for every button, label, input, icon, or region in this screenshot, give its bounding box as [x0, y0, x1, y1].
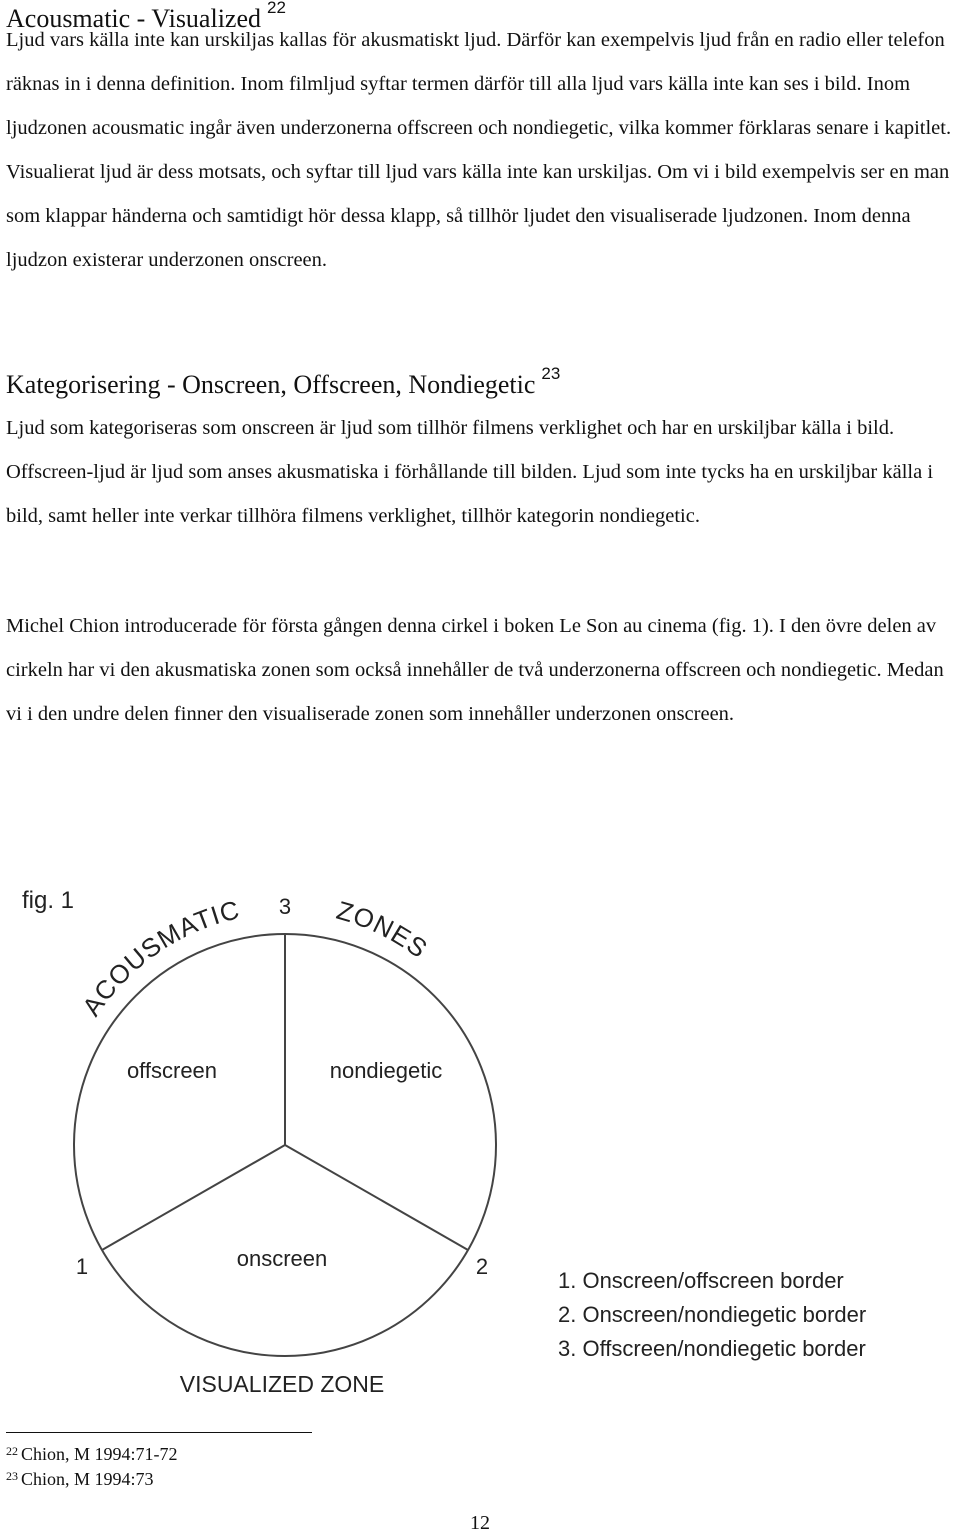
footnote-number: 23 — [6, 1469, 18, 1483]
footnote-item — [6, 1442, 178, 1467]
footnote-separator — [6, 1432, 312, 1433]
border-number-1: 1 — [75, 1254, 89, 1279]
arc-label-zones: ZONES — [333, 894, 434, 965]
paragraph-kategorisering: Ljud som kategoriseras som onscreen är ljud som tillhör filmens verklighet och har en urskiljbar källa i bild. Offscreen-ljud är ljud som anses akusmatiska i förhållande till bilden. Ljud som inte tycks ha en urskiljbar källa i bild, samt heller inte verkar tillhöra filmens verklighet, tillhör kategorin nondiegetic. — [6, 417, 934, 527]
page-number: 12 — [470, 1512, 490, 1534]
figure-sound-zones — [0, 860, 960, 1420]
heading-text: Acousmatic - Visualized — [6, 4, 261, 33]
border-line-onscreen-nondiegetic — [285, 1145, 468, 1250]
footnote-number: 22 — [6, 1444, 18, 1458]
section-heading-kategorisering — [6, 364, 561, 400]
footnote-item — [6, 1467, 178, 1492]
segment-label-nondiegetic: nondiegetic — [329, 1058, 443, 1083]
heading-text: Kategorisering - Onscreen, Offscreen, Nondiegetic — [6, 370, 536, 399]
caption-visualized-zone: VISUALIZED ZONE — [179, 1371, 385, 1397]
footnote-ref: 23 — [541, 364, 561, 383]
legend-item: 3. Offscreen/nondiegetic border — [558, 1336, 866, 1361]
border-line-onscreen-offscreen — [102, 1145, 285, 1250]
arc-label-acousmatic: ACOUSMATIC — [76, 894, 243, 1022]
border-number-3: 3 — [278, 894, 292, 919]
paragraph-chion-circle: Michel Chion introducerade för första gången denna cirkel i boken Le Son au cinema (fig. 1). I den övre delen av cirkeln har vi den akusmatiska zonen som också innehåller de två underzonerna offscreen och nondiegetic. Medan vi i den undre delen finner den visualiserade zonen som innehåller underzonen onscreen. — [6, 615, 944, 725]
footnote-ref: 22 — [267, 0, 286, 17]
figure-label: fig. 1 — [22, 887, 75, 914]
footnote-text: Chion, M 1994:73 — [21, 1469, 154, 1489]
segment-label-onscreen: onscreen — [236, 1246, 328, 1271]
legend-item: 1. Onscreen/offscreen border — [558, 1268, 844, 1293]
legend-item: 2. Onscreen/nondiegetic border — [558, 1302, 867, 1327]
segment-label-offscreen: offscreen — [126, 1058, 218, 1083]
paragraph-acousmatic: Ljud vars källa inte kan urskiljas kallas för akusmatiskt ljud. Därför kan exempelvis ljud från en radio eller telefon räknas in i denna definition. Inom filmljud syftar termen därför till alla ljud vars källa inte kan ses i bild. Inom ljudzonen acousmatic ingår även underzonerna offscreen och nondiegetic, vilka kommer förklaras senare i kapitlet. Visualierat ljud är dess motsats, och syftar till ljud vars källa inte kan urskiljas. Om vi i bild exempelvis ser en man som klappar händerna och samtidigt hör dessa klapp, så tillhör ljudet den visualiserade ljudzonen. Inom denna ljudzon existerar underzonen onscreen. — [6, 29, 952, 271]
footnote-text: Chion, M 1994:71-72 — [21, 1444, 178, 1464]
border-number-2: 2 — [475, 1254, 489, 1279]
figure-legend — [558, 1264, 866, 1366]
footnotes — [6, 1442, 178, 1492]
